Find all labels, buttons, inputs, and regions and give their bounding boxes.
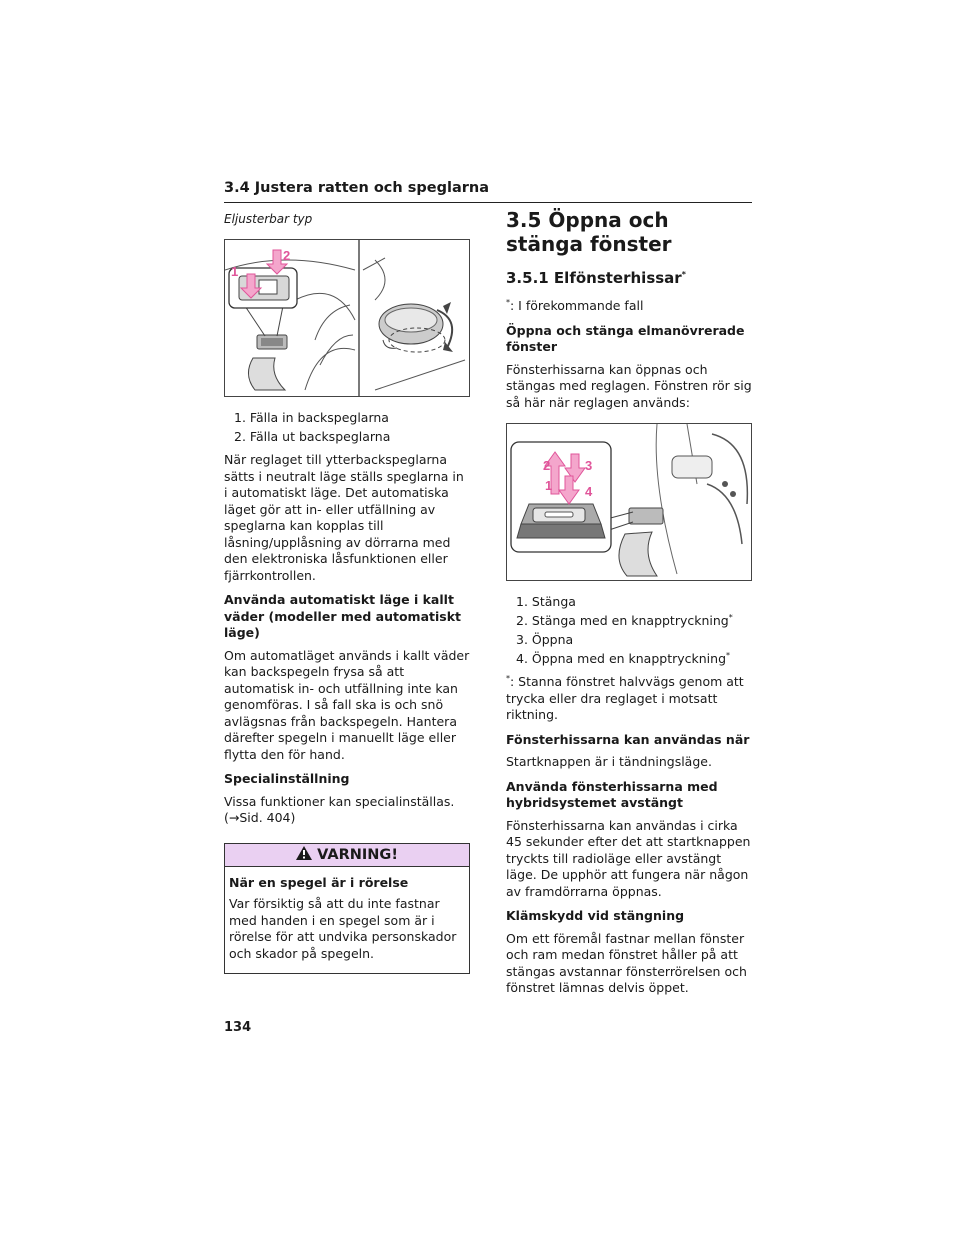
list-item: 4. Öppna med en knapptryckning* xyxy=(516,650,731,666)
footnote-one-touch xyxy=(506,674,752,724)
sub-title-text: 3.5.1 Elfönsterhissar xyxy=(506,269,682,287)
heading-when-usable: Fönsterhissarna kan användas när xyxy=(506,731,750,747)
illustration-label: Eljusterbar typ xyxy=(224,212,313,226)
callout-1: 1 xyxy=(231,264,239,279)
heading-cold-weather: Använda automatiskt läge i kallt väder (modeller med automatiskt läge) xyxy=(224,592,461,640)
warning-box xyxy=(224,843,470,975)
heading-power-windows: Öppna och stänga elmanövrerade fönster xyxy=(506,322,745,354)
paragraph-hybrid-off: Fönsterhissarna kan användas i cirka 45 sekunder efter det att startknappen tryckts till radioläge eller avstängt läge. De upphör att fungera när någon av framdörrarna öppnas. xyxy=(506,817,751,899)
chapter-title: 3.5 Öppna och stänga fönster xyxy=(506,208,672,256)
sub-title xyxy=(506,268,752,288)
warning-header xyxy=(225,844,469,867)
section-header: 3.4 Justera ratten och speglarna xyxy=(224,179,752,203)
list-item: 3. Öppna xyxy=(516,632,574,647)
heading-hybrid-off: Använda fönsterhissarna med hybridsystemet avstängt xyxy=(506,778,718,810)
mirror-steps-list xyxy=(234,409,470,446)
callout-3: 3 xyxy=(585,458,593,473)
paragraph-jam-protection: Om ett föremål fastnar mellan fönster och ram medan fönstret håller på att stängas avstannar fönsterrörelsen och fönstret lämnas delvis öppet. xyxy=(506,930,747,995)
list-item: 1. Stänga xyxy=(516,594,576,609)
heading-jam-protection: Klämskydd vid stängning xyxy=(506,908,685,923)
list-item: 1. Fälla in backspeglarna xyxy=(234,410,389,425)
availability-note-text: : I förekommande fall xyxy=(510,298,644,313)
paragraph-power-windows: Fönsterhissarna kan öppnas och stängas med reglagen. Fönstren rör sig så här när reglagen används: xyxy=(506,361,752,410)
callout-2: 2 xyxy=(543,458,551,473)
availability-note xyxy=(506,298,752,315)
mirror-switch-drawing xyxy=(225,240,469,396)
warning-title: VARNING! xyxy=(317,846,398,863)
footnote-one-touch-text: : Stanna fönstret halvvägs genom att trycka eller dra reglaget i motsatt riktning. xyxy=(506,674,744,722)
mirror-switch-illustration xyxy=(224,239,470,397)
footnote-mark: * xyxy=(506,297,510,307)
warning-heading: När en spegel är i rörelse xyxy=(229,874,409,890)
paragraph-neutral: När reglaget till ytterbackspeglarna sätts i neutralt läge ställs speglarna in i automatiskt läge. Det automatiska läget gör att in- eller utfällning av speglarna kan kopplas till låsning/upplåsning av dörrarna med den elektroniska låsfunktionen eller fjärrkontrollen. xyxy=(224,452,464,583)
list-item: 2. Stänga med en knapptryckning* xyxy=(516,612,733,628)
window-switch-illustration xyxy=(506,423,752,581)
right-column xyxy=(506,208,752,1005)
callout-4: 4 xyxy=(585,484,593,499)
paragraph-when-usable: Startknappen är i tändningsläge. xyxy=(506,754,712,769)
list-item: 2. Fälla ut backspeglarna xyxy=(234,429,391,444)
warning-text: Var försiktig så att du inte fastnar med handen i en spegel som är i rörelse för att undvika personskador och skador på spegeln. xyxy=(229,896,457,961)
paragraph-special-setting: Vissa funktioner kan specialinställas. (→Sid. 404) xyxy=(224,793,455,825)
warning-triangle-icon xyxy=(296,846,312,860)
callout-2: 2 xyxy=(283,248,291,263)
left-column xyxy=(224,208,470,974)
warning-body xyxy=(225,867,469,974)
footnote-mark: * xyxy=(681,270,686,279)
window-steps-list xyxy=(516,593,752,668)
paragraph-cold-weather: Om automatläget används i kallt väder kan backspegeln frysa så att automatisk in- och utfällning inte kan genomföras. I så fall ska is och snö avlägsnas från backspegeln. Hantera därefter spegeln i manuellt läge eller flytta den för hand. xyxy=(224,647,470,762)
window-switch-drawing xyxy=(507,424,751,580)
heading-special-setting: Specialinställning xyxy=(224,771,350,786)
footnote-mark: * xyxy=(506,673,510,683)
callout-1: 1 xyxy=(545,478,553,493)
page-number: 134 xyxy=(224,1020,252,1035)
